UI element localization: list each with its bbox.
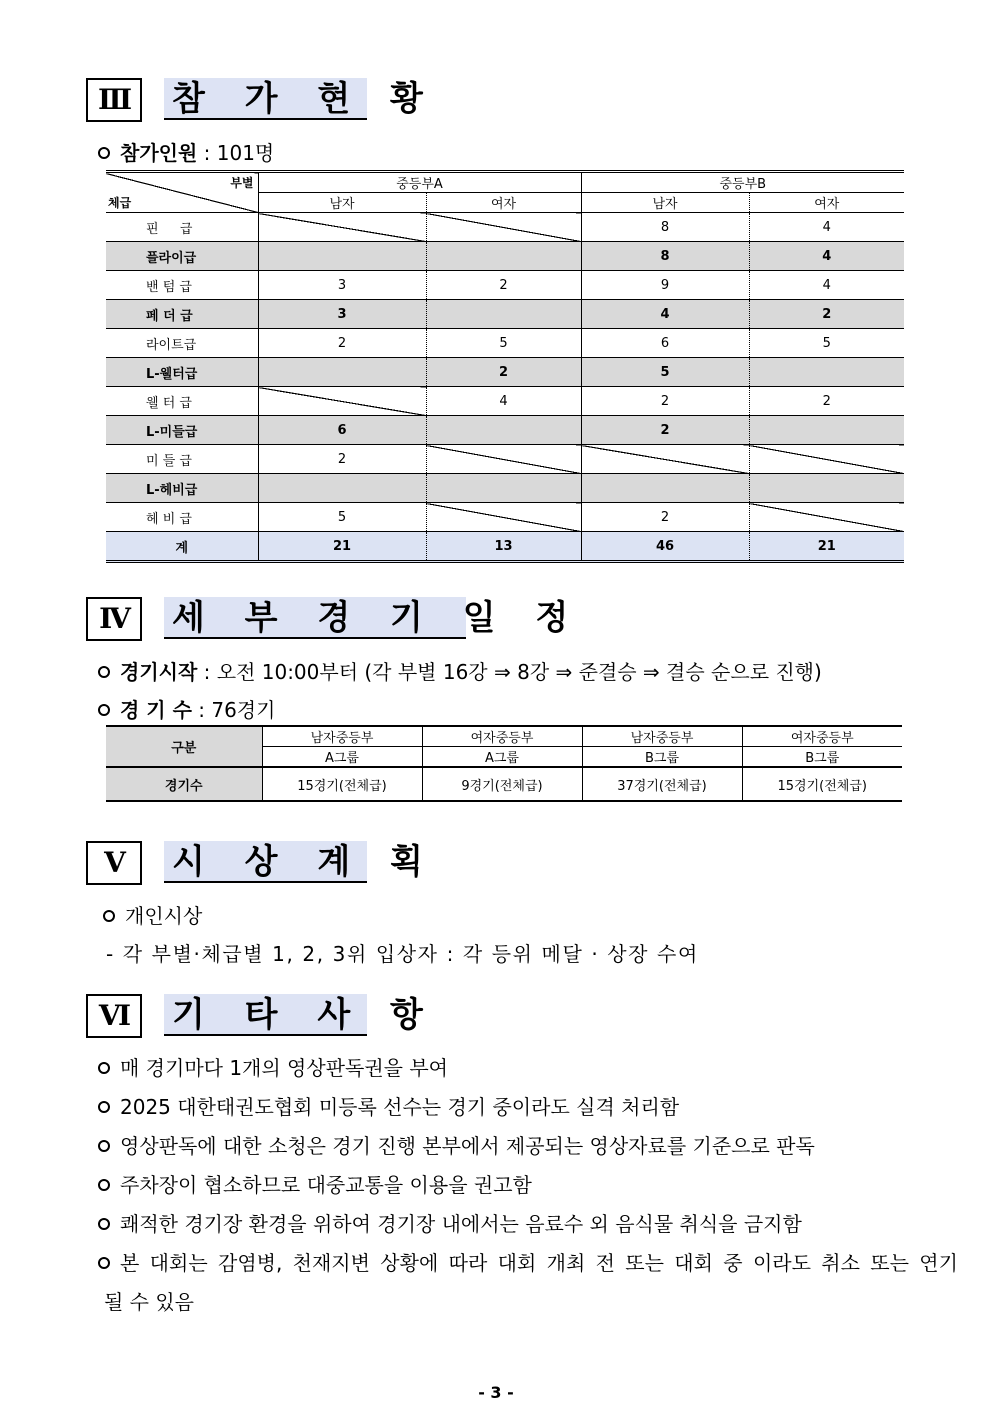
bullet-icon	[98, 147, 110, 159]
participants-sep: :	[203, 141, 211, 165]
table-cell: 4	[749, 242, 904, 271]
count-sep: :	[198, 698, 205, 722]
table-row	[106, 387, 904, 416]
note-item	[98, 1052, 448, 1081]
empty-cell	[749, 503, 904, 532]
table-row	[106, 358, 904, 387]
section-title: 시 상 계 획	[164, 841, 367, 883]
match-count-table	[106, 725, 902, 802]
total-cell: 21	[258, 532, 426, 562]
start-value: 오전 10:00부터 (각 부별 16강 ⇒ 8강 ⇒ 준결승 ⇒ 결승 순으로 진행)	[216, 660, 822, 684]
weight-class-label: 웰 터 급	[106, 387, 258, 416]
note-item	[98, 1130, 815, 1159]
table-row	[106, 474, 904, 503]
empty-cell	[749, 358, 904, 387]
empty-cell	[258, 213, 426, 242]
empty-cell	[426, 445, 581, 474]
weight-class-label: 미 들 급	[106, 445, 258, 474]
table-cell: 37경기(전체급)	[582, 767, 742, 801]
note-item	[98, 1169, 532, 1198]
table-row	[106, 416, 904, 445]
table-cell: 4	[581, 300, 749, 329]
table-cell: 5	[258, 503, 426, 532]
table-row	[106, 242, 904, 271]
bullet-icon	[98, 1101, 110, 1113]
count-label: 경 기 수	[120, 698, 192, 722]
table-cell: 8	[581, 213, 749, 242]
participants-value: 101명	[216, 141, 275, 165]
table-cell: 6	[581, 329, 749, 358]
start-sep: :	[203, 660, 211, 684]
bullet-icon	[98, 1140, 110, 1152]
group-header: B그룹	[582, 747, 742, 768]
bullet-icon	[98, 1179, 110, 1191]
page-number: - 3 -	[478, 1383, 514, 1402]
table-row	[106, 503, 904, 532]
group-header: 중등부B	[581, 172, 904, 193]
bullet-icon	[98, 1218, 110, 1230]
empty-cell	[749, 416, 904, 445]
note-continuation: 될 수 있음	[104, 1290, 194, 1314]
gender-header: 여자	[426, 193, 581, 213]
section-number: Ⅵ	[86, 994, 142, 1038]
section-title: 세 부 경 기 일 정	[164, 597, 466, 639]
section-number: Ⅳ	[86, 597, 142, 641]
weight-class-label: 헤 비 급	[106, 503, 258, 532]
bullet-icon	[98, 704, 110, 716]
table-cell: 4	[749, 271, 904, 300]
group-header: B그룹	[742, 747, 902, 768]
corner-top-label: 부별	[230, 176, 254, 190]
table-cell: 2	[258, 445, 426, 474]
gender-header: 남자	[258, 193, 426, 213]
division-header: 남자중등부	[262, 726, 422, 747]
gender-header: 여자	[749, 193, 904, 213]
weight-class-label: 페 더 급	[106, 300, 258, 329]
empty-cell	[581, 445, 749, 474]
count-value: 76경기	[211, 698, 276, 722]
table-cell: 3	[258, 300, 426, 329]
table-header-row	[106, 726, 902, 747]
weight-class-label: 라이트급	[106, 329, 258, 358]
table-cell: 3	[258, 271, 426, 300]
empty-cell	[258, 358, 426, 387]
weight-class-label: 플라이급	[106, 242, 258, 271]
note-text: 주차장이 협소하므로 대중교통을 이용을 권고함	[120, 1173, 532, 1197]
participants-table	[106, 170, 904, 563]
table-cell: 2	[749, 387, 904, 416]
note-item	[98, 1091, 679, 1120]
table-row	[106, 445, 904, 474]
corner-bottom-label: 체급	[108, 196, 132, 210]
table-row	[106, 300, 904, 329]
header-corner	[106, 172, 258, 213]
empty-cell	[258, 242, 426, 271]
division-header: 남자중등부	[582, 726, 742, 747]
gender-header: 남자	[581, 193, 749, 213]
header-label: 구분	[106, 726, 262, 767]
start-label: 경기시작	[120, 660, 198, 684]
table-cell: 2	[581, 387, 749, 416]
total-cell: 46	[581, 532, 749, 562]
empty-cell	[426, 242, 581, 271]
table-cell: 2	[258, 329, 426, 358]
note-text: 본 대회는 감염병, 천재지변 상황에 따라 대회 개최 전 또는 대회 중 이라도 취소 또는 연기	[120, 1251, 958, 1275]
group-header: A그룹	[262, 747, 422, 768]
table-cell: 5	[749, 329, 904, 358]
count-line	[98, 694, 275, 723]
table-cell: 5	[581, 358, 749, 387]
note-text: 2025 대한태권도협회 미등록 선수는 경기 중이라도 실격 처리함	[120, 1095, 680, 1119]
start-line	[98, 656, 822, 685]
group-header: A그룹	[422, 747, 582, 768]
table-cell: 6	[258, 416, 426, 445]
note-text: 영상판독에 대한 소청은 경기 진행 본부에서 제공되는 영상자료를 기준으로 판독	[120, 1134, 815, 1158]
table-cell: 2	[426, 358, 581, 387]
table-header-row	[106, 172, 904, 193]
empty-cell	[426, 503, 581, 532]
group-header: 중등부A	[258, 172, 581, 193]
empty-cell	[581, 474, 749, 503]
empty-cell	[258, 474, 426, 503]
note-text: 쾌적한 경기장 환경을 위하여 경기장 내에서는 음료수 외 음식물 취식을 금지함	[120, 1212, 802, 1236]
weight-class-label: L-웰터급	[106, 358, 258, 387]
note-item	[98, 1247, 958, 1276]
empty-cell	[258, 387, 426, 416]
section-number: Ⅲ	[86, 78, 142, 122]
participants-line	[98, 137, 274, 166]
bullet-icon	[98, 1062, 110, 1074]
table-row	[106, 213, 904, 242]
empty-cell	[426, 300, 581, 329]
table-cell: 15경기(전체급)	[742, 767, 902, 801]
table-cell: 4	[749, 213, 904, 242]
table-cell: 15경기(전체급)	[262, 767, 422, 801]
table-cell: 5	[426, 329, 581, 358]
total-cell: 13	[426, 532, 581, 562]
section-title: 기 타 사 항	[164, 994, 367, 1036]
division-header: 여자중등부	[422, 726, 582, 747]
section-title: 참 가 현 황	[164, 78, 367, 120]
table-row	[106, 767, 902, 801]
empty-cell	[749, 474, 904, 503]
awards-detail: - 각 부별·체급별 1, 2, 3위 입상자 : 각 등위 메달 · 상장 수여	[106, 942, 699, 966]
table-cell: 4	[426, 387, 581, 416]
row-label: 경기수	[106, 767, 262, 801]
note-text: 매 경기마다 1개의 영상판독권을 부여	[120, 1056, 448, 1080]
empty-cell	[426, 474, 581, 503]
weight-class-label: L-헤비급	[106, 474, 258, 503]
table-cell: 2	[749, 300, 904, 329]
table-cell: 9경기(전체급)	[422, 767, 582, 801]
table-row	[106, 329, 904, 358]
total-row	[106, 532, 904, 562]
table-cell: 2	[581, 416, 749, 445]
weight-class-label: 핀 급	[106, 213, 258, 242]
weight-class-label: L-미들급	[106, 416, 258, 445]
note-item	[98, 1208, 802, 1237]
table-cell: 8	[581, 242, 749, 271]
bullet-icon	[98, 666, 110, 678]
total-cell: 21	[749, 532, 904, 562]
table-row	[106, 271, 904, 300]
table-cell: 2	[426, 271, 581, 300]
bullet-icon	[98, 1257, 110, 1269]
table-cell: 2	[581, 503, 749, 532]
empty-cell	[426, 416, 581, 445]
awards-heading	[103, 900, 202, 929]
division-header: 여자중등부	[742, 726, 902, 747]
participants-label: 참가인원	[120, 141, 198, 165]
empty-cell	[426, 213, 581, 242]
bullet-icon	[103, 910, 115, 922]
section-number: Ⅴ	[86, 841, 142, 885]
weight-class-label: 밴 텀 급	[106, 271, 258, 300]
empty-cell	[749, 445, 904, 474]
total-label: 계	[106, 532, 258, 562]
awards-heading-text: 개인시상	[125, 904, 203, 928]
table-cell: 9	[581, 271, 749, 300]
